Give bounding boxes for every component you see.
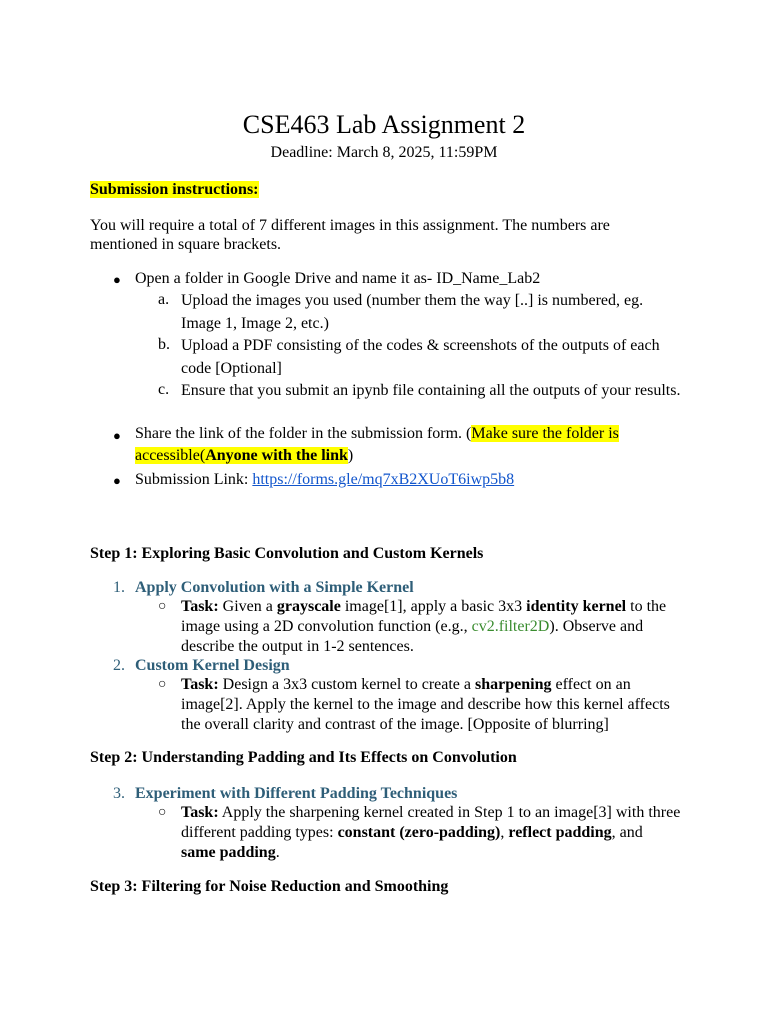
page-title: CSE463 Lab Assignment 2	[242, 110, 526, 139]
bullet-marker: ●	[113, 428, 121, 443]
step3-heading: Step 3: Filtering for Noise Reduction and Smoothing	[90, 878, 449, 895]
bullet-submission-link: Submission Link: https://forms.gle/mq7xB2XUoT6iwp5b8	[135, 471, 515, 488]
bullet-folder-instruction: Open a folder in Google Drive and name it as- ID_Name_Lab2	[135, 270, 541, 287]
item-number: 2.	[113, 657, 125, 674]
sub-item-letter: c.	[158, 381, 170, 398]
circle-marker: ○	[158, 805, 167, 820]
intro-paragraph: You will require a total of 7 different images in this assignment. The numbers are mentioned in square brackets.	[90, 217, 610, 253]
item-number: 3.	[113, 785, 125, 802]
item-title: Experiment with Different Padding Techniques	[135, 785, 458, 802]
step1-heading: Step 1: Exploring Basic Convolution and Custom Kernels	[90, 545, 484, 562]
sub-item-upload-images: Upload the images you used (number them the way [..] is numbered, eg. Image 1, Image 2, etc.)	[181, 292, 644, 332]
sub-item-letter: b.	[158, 336, 170, 353]
circle-marker: ○	[158, 677, 167, 692]
submission-heading: Submission instructions:	[90, 181, 259, 198]
circle-marker: ○	[158, 599, 167, 614]
task-convolution: Task: Given a grayscale image[1], apply a basic 3x3 identity kernel to the image using a 2D convolution function (e.g., cv2.filter2D). Observe and describe the output in 1-2 sentences.	[181, 598, 667, 655]
bullet-marker: ●	[113, 473, 121, 488]
item-title: Apply Convolution with a Simple Kernel	[135, 579, 414, 596]
task-custom-kernel: Task: Design a 3x3 custom kernel to create a sharpening effect on an image[2]. Apply the kernel to the image and describe how this kernel affects the overall clarity and contrast of the image. [Opposite of blurring]	[181, 676, 670, 733]
item-number: 1.	[113, 579, 125, 596]
item-title: Custom Kernel Design	[135, 657, 290, 674]
step2-heading: Step 2: Understanding Padding and Its Effects on Convolution	[90, 749, 517, 766]
bullet-share-link: Share the link of the folder in the submission form. (Make sure the folder is accessible(Anyone with the link)	[135, 425, 619, 464]
sub-item-upload-pdf: Upload a PDF consisting of the codes & screenshots of the outputs of each code [Optional]	[181, 337, 660, 377]
submission-form-link[interactable]: https://forms.gle/mq7xB2XUoT6iwp5b8	[252, 471, 515, 488]
sub-item-ipynb: Ensure that you submit an ipynb file containing all the outputs of your results.	[181, 382, 681, 399]
deadline-text: Deadline: March 8, 2025, 11:59PM	[270, 144, 498, 161]
task-padding: Task: Apply the sharpening kernel created in Step 1 to an image[3] with three different padding types: constant (zero-padding), reflect padding, and same padding.	[181, 804, 681, 861]
sub-item-letter: a.	[158, 291, 170, 308]
bullet-marker: ●	[113, 272, 121, 287]
